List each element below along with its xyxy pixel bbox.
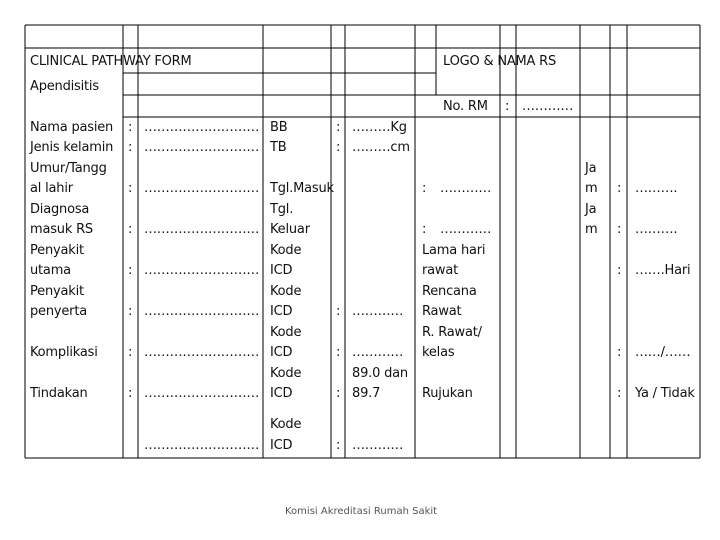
label-penyakit-penyerta-line1: Penyakit (30, 284, 84, 299)
label-penyakit-penyerta-line2: penyerta (30, 304, 87, 319)
label-icd-1: ICD (270, 263, 293, 278)
colon-umur: : (128, 181, 133, 196)
value-icd-4-line2: 89.7 (352, 386, 381, 401)
label-kode-2: Kode (270, 284, 302, 299)
label-lama-line2: rawat (422, 263, 459, 278)
colon-nama: : (128, 120, 133, 135)
label-jenis-kelamin: Jenis kelamin (30, 140, 114, 155)
label-diagnosa-line2: masuk RS (30, 222, 93, 237)
field-tgl-masuk[interactable]: ………… (440, 181, 492, 196)
colon-icd-3: : (336, 345, 341, 360)
field-jam1[interactable]: ………. (635, 181, 678, 196)
field-lama-hari[interactable]: …….Hari (635, 263, 691, 278)
field-jenis-kelamin[interactable]: ……………………… (144, 140, 260, 155)
label-lama-line1: Lama hari (422, 243, 486, 258)
label-icd-5: ICD (270, 438, 293, 453)
label-icd-3: ICD (270, 345, 293, 360)
label-rrawat-line2: kelas (422, 345, 455, 360)
label-kode-3: Kode (270, 325, 302, 340)
no-rm-colon: : (505, 99, 510, 114)
field-nama-pasien[interactable]: ……………………… (144, 120, 260, 135)
no-rm-label: No. RM (443, 99, 488, 114)
label-kode-1: Kode (270, 243, 302, 258)
label-tgl-masuk: Tgl.Masuk (270, 181, 334, 196)
field-tgl-keluar[interactable]: ………… (440, 222, 492, 237)
colon-rujukan: : (617, 386, 622, 401)
field-kelas[interactable]: ……/…… (635, 345, 691, 360)
field-komplikasi[interactable]: ……………………… (144, 345, 260, 360)
field-bb[interactable]: ………Kg (352, 120, 407, 135)
form-title: CLINICAL PATHWAY FORM (30, 54, 192, 69)
label-jam1-line1: Ja (585, 161, 597, 176)
label-nama-pasien: Nama pasien (30, 120, 114, 135)
field-penyakit-utama[interactable]: ……………………… (144, 263, 260, 278)
colon-utama: : (128, 263, 133, 278)
label-diagnosa-line1: Diagnosa (30, 202, 90, 217)
colon-tindakan: : (128, 386, 133, 401)
label-kode-4: Kode (270, 366, 302, 381)
field-tindakan-2[interactable]: ……………………… (144, 438, 260, 453)
field-penyakit-penyerta[interactable]: ……………………… (144, 304, 260, 319)
label-umur-line1: Umur/Tangg (30, 161, 107, 176)
field-tb[interactable]: ………cm (352, 140, 410, 155)
field-icd-3[interactable]: ………… (352, 345, 404, 360)
field-icd-2[interactable]: ………… (352, 304, 404, 319)
field-rujukan[interactable]: Ya / Tidak (635, 386, 695, 401)
colon-tgl-keluar: : (422, 222, 427, 237)
colon-penyerta: : (128, 304, 133, 319)
label-rencana-line1: Rencana (422, 284, 477, 299)
label-icd-2: ICD (270, 304, 293, 319)
label-komplikasi: Komplikasi (30, 345, 98, 360)
label-tgl-keluar-line2: Keluar (270, 222, 310, 237)
label-rujukan: Rujukan (422, 386, 473, 401)
colon-tb: : (336, 140, 341, 155)
colon-diagnosa: : (128, 222, 133, 237)
value-icd-4-line1: 89.0 dan (352, 366, 408, 381)
footer-text: Komisi Akreditasi Rumah Sakit (285, 506, 438, 517)
label-rrawat-line1: R. Rawat/ (422, 325, 482, 340)
label-jam1-line2: m (585, 181, 598, 196)
colon-lama: : (617, 263, 622, 278)
colon-jam2: : (617, 222, 622, 237)
colon-jam1: : (617, 181, 622, 196)
label-penyakit-utama-line1: Penyakit (30, 243, 84, 258)
label-jam2-line2: m (585, 222, 598, 237)
colon-kelas: : (617, 345, 622, 360)
label-jam2-line1: Ja (585, 202, 597, 217)
label-tindakan: Tindakan (30, 386, 88, 401)
field-diagnosa[interactable]: ……………………… (144, 222, 260, 237)
field-jam2[interactable]: ………. (635, 222, 678, 237)
colon-icd-5: : (336, 438, 341, 453)
colon-bb: : (336, 120, 341, 135)
form-subtitle: Apendisitis (30, 79, 99, 94)
label-tb: TB (270, 140, 287, 155)
colon-icd-4: : (336, 386, 341, 401)
colon-jenis: : (128, 140, 133, 155)
label-rencana-line2: Rawat (422, 304, 462, 319)
colon-icd-2: : (336, 304, 341, 319)
colon-tgl-masuk: : (422, 181, 427, 196)
label-bb: BB (270, 120, 288, 135)
field-icd-5[interactable]: ………… (352, 438, 404, 453)
label-kode-5: Kode (270, 417, 302, 432)
label-penyakit-utama-line2: utama (30, 263, 71, 278)
label-umur-line2: al lahir (30, 181, 73, 196)
field-umur[interactable]: ……………………… (144, 181, 260, 196)
logo-placeholder: LOGO & NAMA RS (443, 54, 557, 69)
label-tgl-keluar-line1: Tgl. (270, 202, 294, 217)
colon-komplikasi: : (128, 345, 133, 360)
label-icd-4: ICD (270, 386, 293, 401)
field-tindakan[interactable]: ……………………… (144, 386, 260, 401)
no-rm-value: ………… (522, 99, 574, 114)
